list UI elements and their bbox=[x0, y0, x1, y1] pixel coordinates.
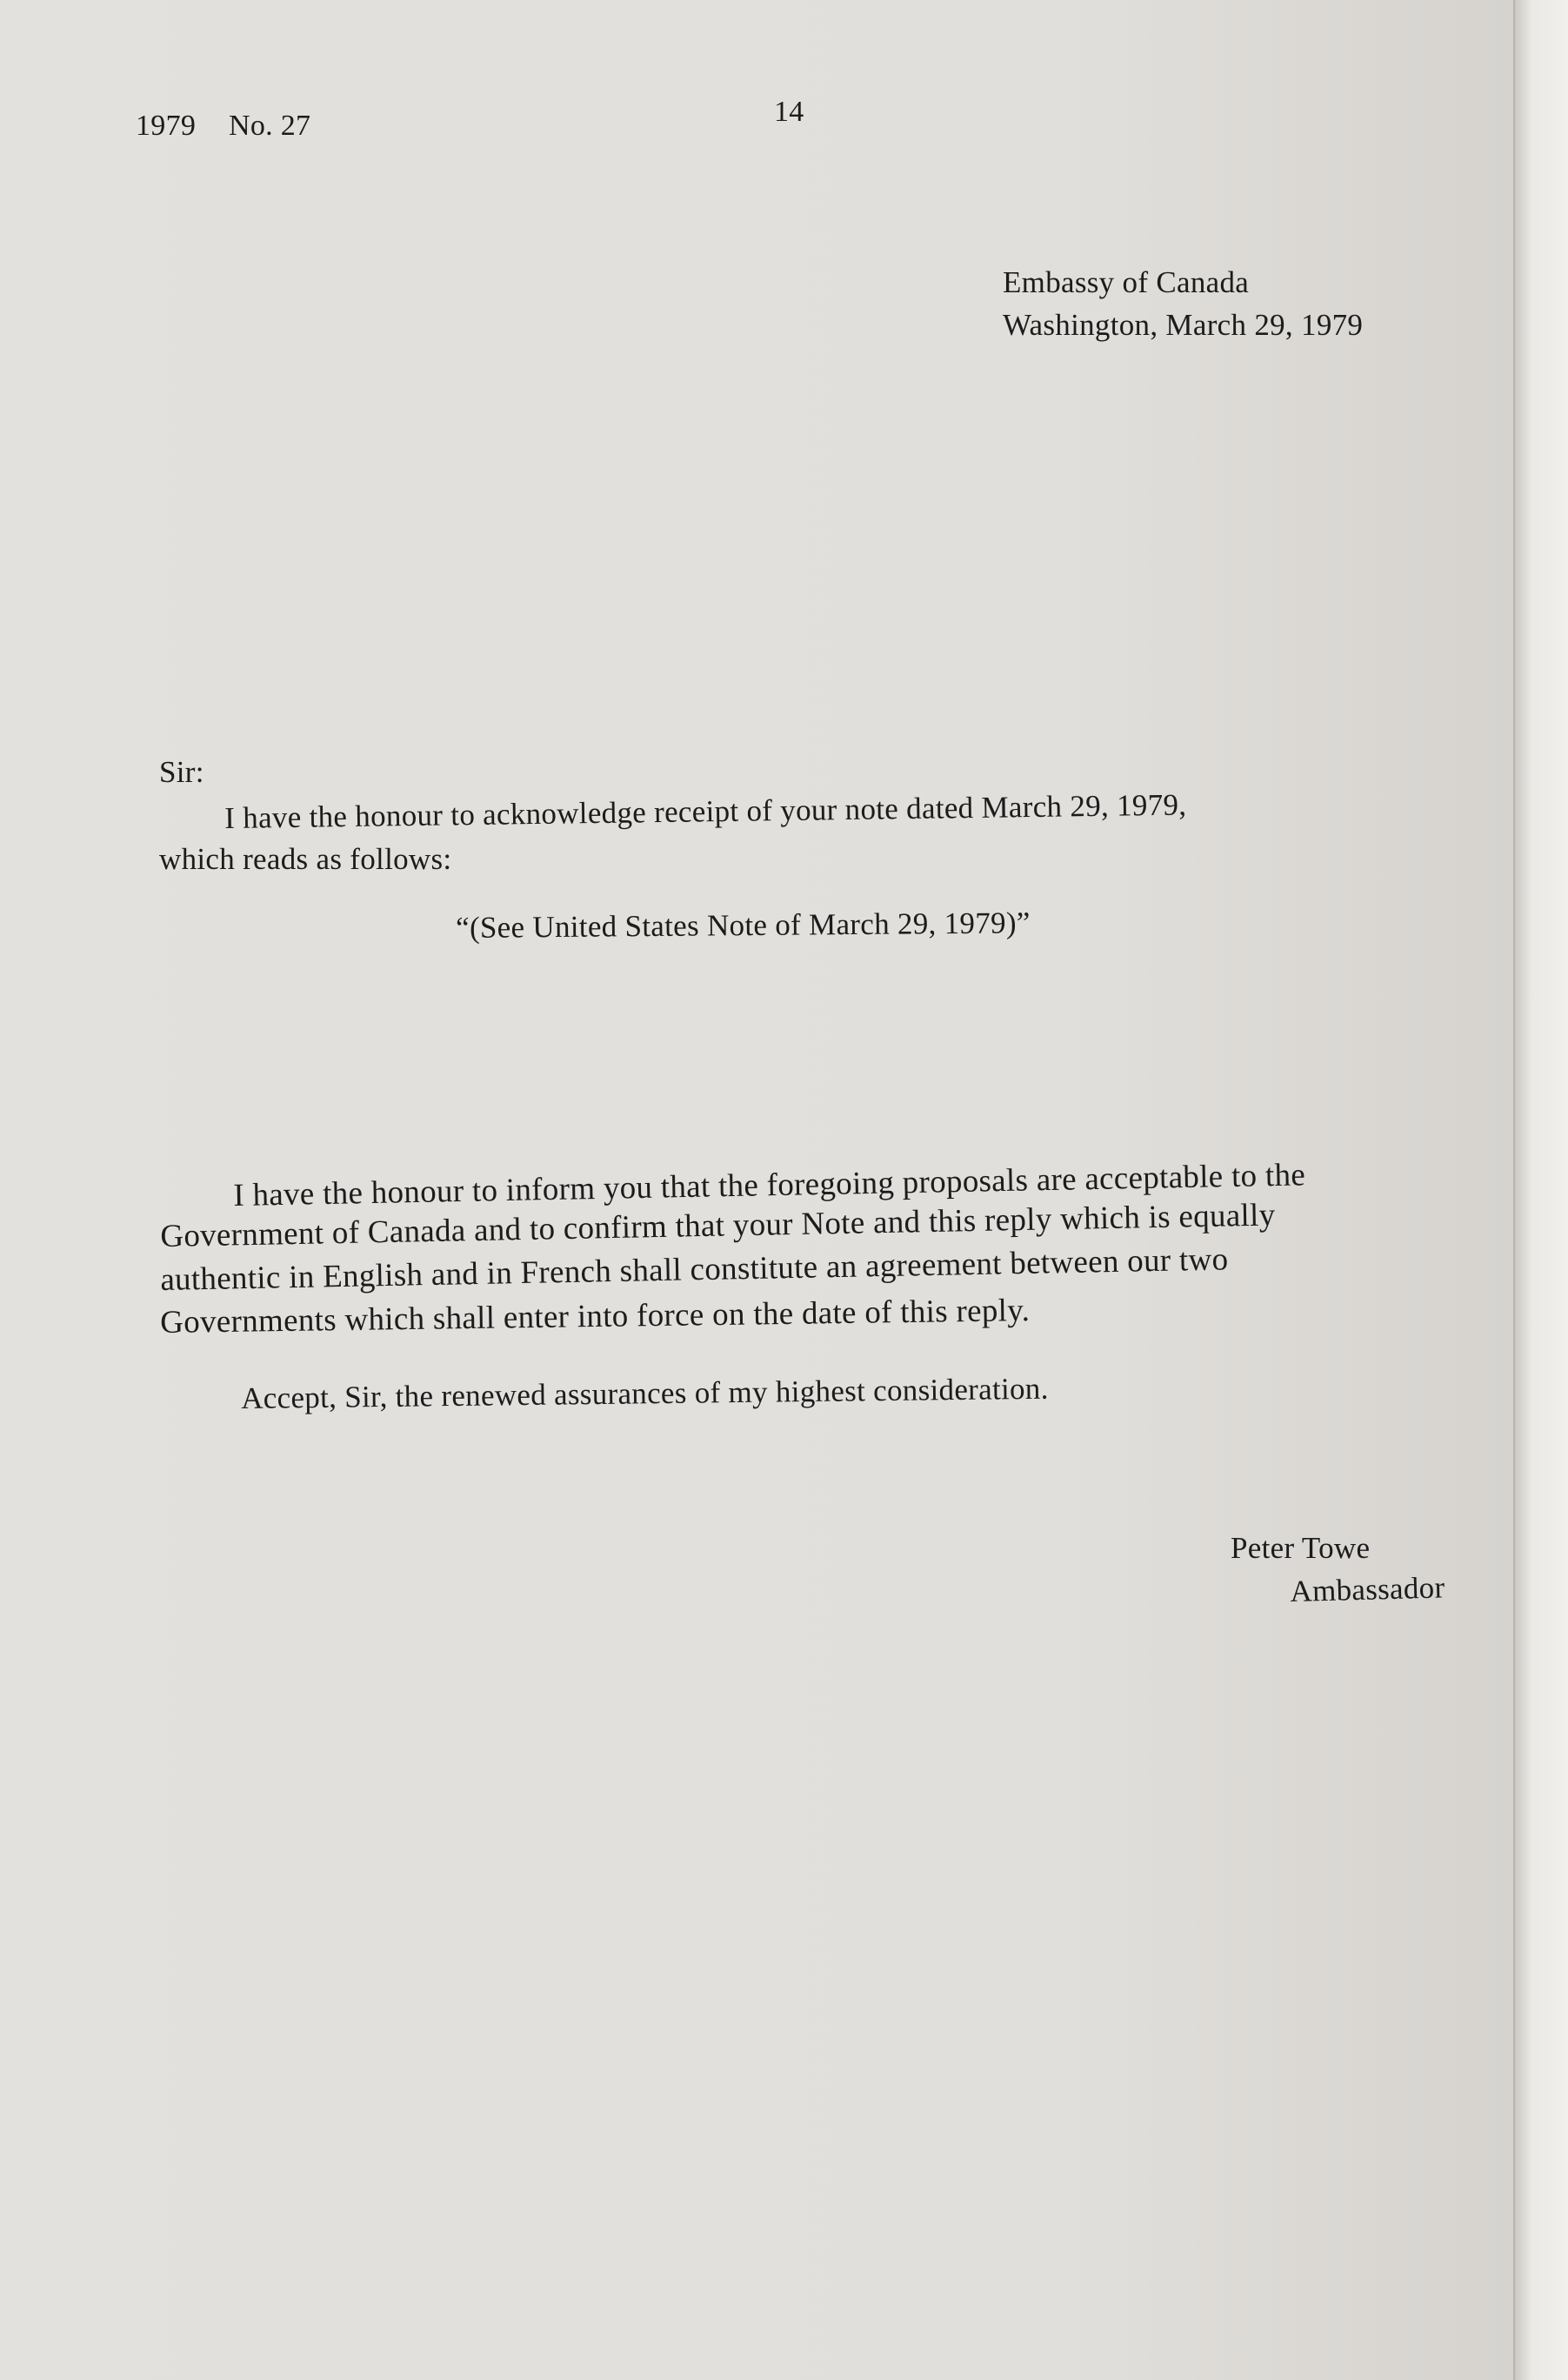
quoted-note-reference: “(See United States Note of March 29, 1979)” bbox=[455, 906, 1031, 945]
signature-title: Ambassador bbox=[1289, 1570, 1445, 1608]
page-edge bbox=[1513, 0, 1568, 2380]
paragraph-1-line-1: I have the honour to acknowledge receipt of your note dated March 29, 1979, bbox=[224, 787, 1187, 835]
paragraph-2-line-3: authentic in English and in French shall constitute an agreement between our two bbox=[159, 1241, 1229, 1298]
paragraph-2-line-4: Governments which shall enter into force on the date of this reply. bbox=[159, 1293, 1031, 1340]
closing-line: Accept, Sir, the renewed assurances of my highest consideration. bbox=[240, 1371, 1049, 1415]
page-number: 14 bbox=[774, 96, 804, 128]
paragraph-2-line-2: Government of Canada and to confirm that your Note and this reply which is equally bbox=[159, 1197, 1276, 1254]
header-number: No. 27 bbox=[229, 110, 311, 142]
address-line-2: Washington, March 29, 1979 bbox=[1003, 308, 1364, 342]
paragraph-1-line-2: which reads as follows: bbox=[159, 842, 452, 876]
salutation: Sir: bbox=[159, 755, 204, 789]
header-year: 1979 bbox=[136, 110, 197, 142]
address-line-1: Embassy of Canada bbox=[1003, 265, 1250, 299]
signature-name: Peter Towe bbox=[1231, 1531, 1371, 1565]
paragraph-2-line-1: I have the honour to inform you that the foregoing proposals are acceptable to the bbox=[232, 1157, 1306, 1213]
